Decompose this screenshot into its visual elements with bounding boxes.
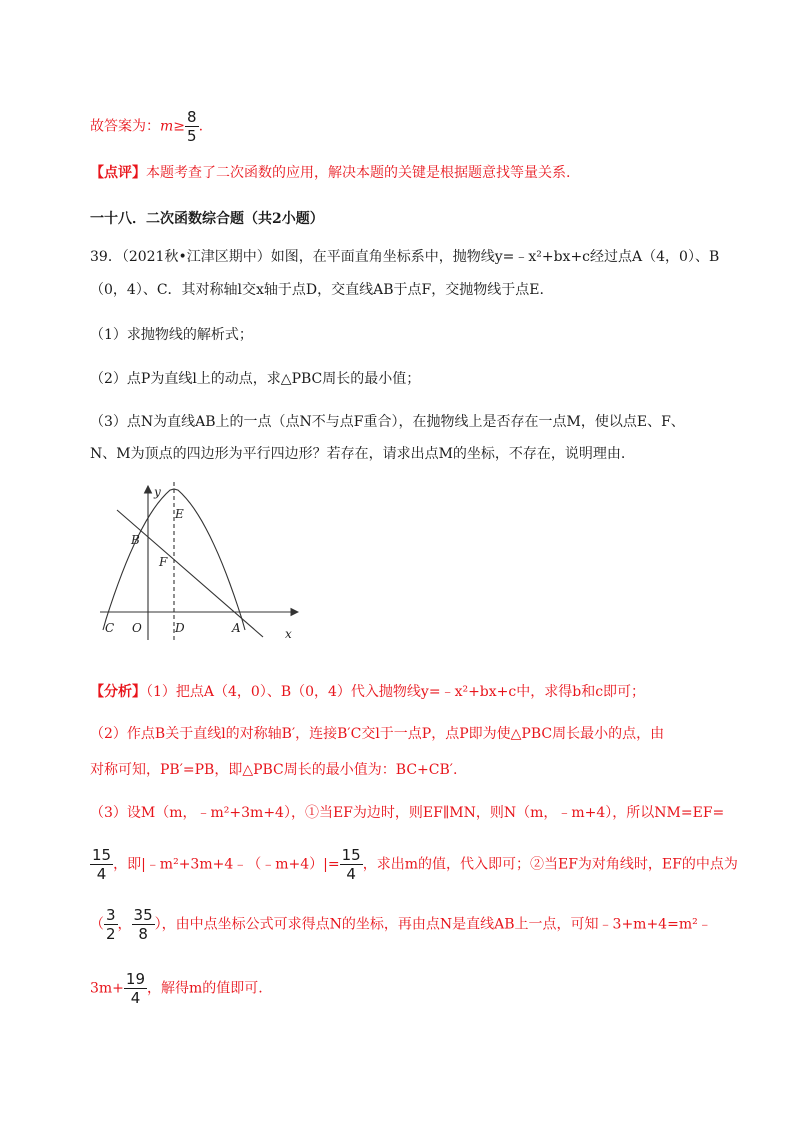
answer-line: 故答案为：m≥ $\frac{8}{5}$ . [90, 108, 204, 145]
fraction-19-4: $\frac{19}{4}$ [125, 970, 146, 1007]
analysis-p3-line-2: $\frac{15}{4}$ ，即|﹣m²+3m+4﹣（﹣m+4）|= $\frac{15}{4}$ ，求出m的值，代入即可；②当EF为对角线时，EF的中点为 [92, 846, 738, 883]
analysis-p3-line-1: （3）设M（m，﹣m²+3m+4），①当EF为边时，则EF∥MN，则N（m，﹣m+4），所以NM=EF= [90, 805, 725, 821]
analysis-p2-line-1: （2）作点B关于直线l的对称轴B′，连接B′C交l于一点P，点P即为使△PBC周长最小的点，由 [90, 726, 665, 742]
label-D: D [175, 621, 185, 635]
label-C: C [105, 621, 115, 635]
problem-number: 39． [90, 249, 122, 265]
problem-line-1: 39．（2021秋•江津区期中）如图，在平面直角坐标系中，抛物线y=﹣x²+bx+c经过点A（4，0）、B [90, 249, 720, 265]
label-B: B [131, 533, 140, 547]
question-3-line-2: N、M为顶点的四边形为平行四边形？若存在，请求出点M的坐标，不存在，说明理由. [90, 446, 626, 462]
label-x: x [285, 627, 292, 641]
label-F: F [159, 555, 168, 569]
label-E: E [175, 507, 184, 521]
fraction-15-4-b: $\frac{15}{4}$ [341, 846, 361, 883]
comment-text: 本题考查了二次函数的应用，解决本题的关键是根据题意找等量关系. [146, 165, 571, 181]
label-A: A [232, 621, 241, 635]
analysis-p2-line-2: 对称可知，PB′=PB，即△PBC周长的最小值为：BC+CB′. [90, 762, 458, 778]
answer-prefix: 故答案为： [90, 118, 160, 135]
question-3-line-1: （3）点N为直线AB上的一点（点N不与点F重合），在抛物线上是否存在一点M，使以点E、F、 [90, 414, 685, 430]
question-2: （2）点P为直线l上的动点，求△PBC周长的最小值； [90, 371, 421, 387]
answer-fraction: $\frac{8}{5}$ [187, 108, 197, 145]
analysis-tag: 【分析】 [90, 684, 146, 700]
analysis-p1: 【分析】（1）把点A（4，0）、B（0，4）代入抛物线y=﹣x²+bx+c中，求得b和c即可； [90, 684, 646, 700]
fraction-3-2: $\frac{3}{2}$ [106, 906, 116, 943]
line-AB [117, 510, 263, 637]
analysis-p3-line-3: （ $\frac{3}{2}$ ， $\frac{35}{8}$ ），由中点坐标公式可求得点N的坐标，再由点N是直线AB上一点，可知﹣3+m+4=m²﹣ [90, 906, 712, 943]
comment-line [90, 163, 570, 183]
label-y: y [154, 485, 161, 499]
problem-line-2: （0，4）、C．其对称轴l交x轴于点D，交直线AB于点F，交抛物线于点E. [90, 282, 544, 298]
analysis-p3-line-4: 3m+ $\frac{19}{4}$ ，解得m的值即可. [90, 970, 263, 1007]
fraction-35-8: $\frac{35}{8}$ [133, 906, 153, 943]
question-1: （1）求抛物线的解析式； [90, 327, 253, 343]
answer-expr: m≥ [160, 118, 186, 135]
fraction-15-4: $\frac{15}{4}$ [92, 846, 112, 883]
section-title: 一十八．二次函数综合题（共2小题） [90, 211, 324, 227]
label-O: O [132, 621, 142, 635]
comment-tag: 【点评】 [90, 165, 146, 181]
parabola-figure [95, 480, 305, 645]
